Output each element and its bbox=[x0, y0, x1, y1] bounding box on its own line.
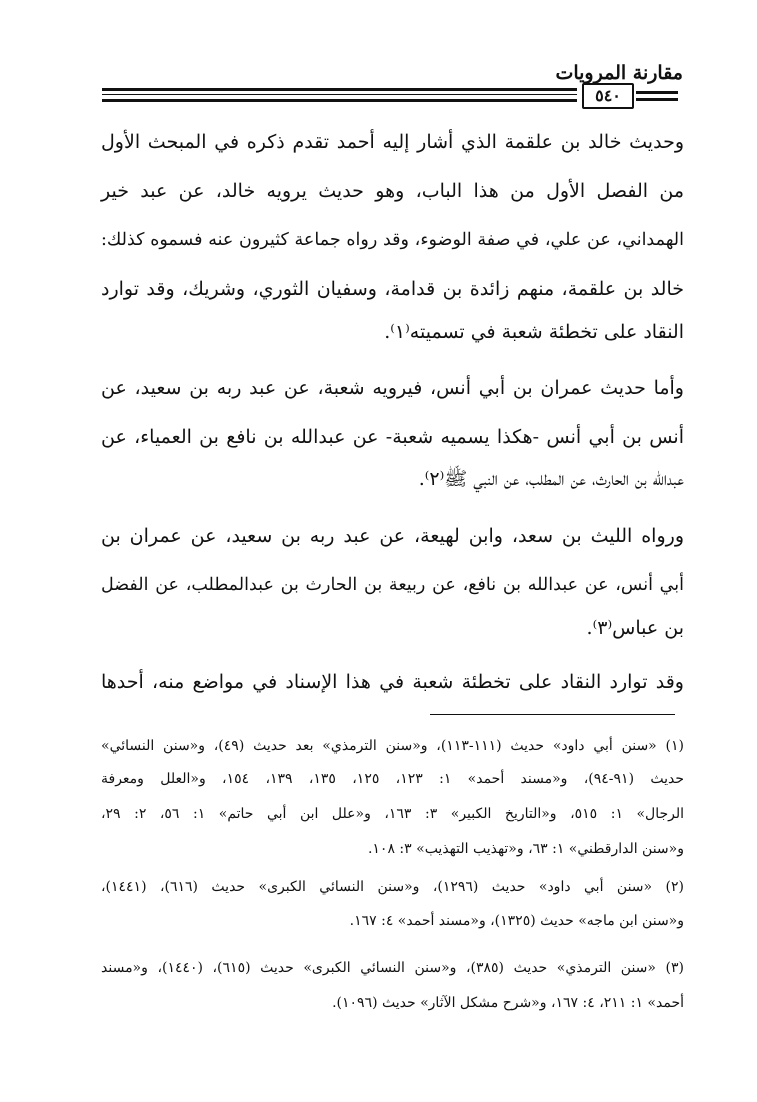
header-rule bbox=[102, 88, 577, 91]
body-line: أبي أنس، عن عبدالله بن نافع، عن ربيعة بن الحارث بن عبدالمطلب، عن الفضل bbox=[101, 575, 684, 595]
body-line: أنس بن أبي أنس -هكذا يسميه شعبة- عن عبدالله بن نافع بن العمياء، عن bbox=[101, 426, 684, 448]
header-rule bbox=[102, 94, 577, 95]
body-line: ورواه الليث بن سعد، وابن لهيعة، عن عبد ربه بن سعيد، عن عمران بن bbox=[101, 525, 684, 547]
running-header-title: مقارنة المرويات bbox=[555, 62, 683, 84]
header-rule bbox=[636, 98, 678, 101]
page-number: ٥٤٠ bbox=[582, 83, 634, 109]
footnote-line: (١) «سنن أبي داود» حديث (١١١-١١٣)، و«سنن الترمذي» بعد حديث (٤٩)، و«سنن النسائي» bbox=[101, 738, 685, 754]
body-line: الهمداني، عن علي، في صفة الوضوء، وقد رواه جماعة كثيرون عنه فسموه كذلك: bbox=[101, 230, 684, 250]
footnote-line: حديث (٩١-٩٤)، و«مسند أحمد» ١: ١٢٣، ١٢٥، ١٣٥، ١٣٩، ١٥٤، و«العلل ومعرفة bbox=[101, 771, 685, 787]
body-line: بن عباس⁽٣⁾. bbox=[586, 617, 684, 639]
body-line: من الفصل الأول من هذا الباب، وهو حديث يرويه خالد، عن عبد خير bbox=[101, 180, 684, 202]
body-line: وقد توارد النقاد على تخطئة شعبة في هذا الإسناد في مواضع منه، أحدها bbox=[101, 671, 684, 693]
header-rule bbox=[636, 91, 678, 94]
body-line: عبدالله بن الحارث، عن المطلب، عن النبي ﷺ⁽٢⁾. bbox=[418, 468, 684, 490]
body-line: وأما حديث عمران بن أبي أنس، فيرويه شعبة، عن عبد ربه بن سعيد، عن bbox=[101, 377, 684, 399]
footnote-line: و«سنن الدارقطني» ١: ٦٣، و«تهذيب التهذيب» ٣: ١٠٨. bbox=[367, 841, 684, 857]
footnote-line: (٣) «سنن الترمذي» حديث (٣٨٥)، و«سنن النسائي الكبرى» حديث (٦١٥)، (١٤٤٠)، و«مسند bbox=[101, 960, 685, 976]
footnote-line: الرجال» ١: ٥١٥، و«التاريخ الكبير» ٣: ١٦٣، و«علل ابن أبي حاتم» ١: ٥٦، ٢: ٢٩، bbox=[101, 806, 685, 822]
footnote-separator bbox=[430, 714, 675, 715]
header-rule bbox=[102, 99, 577, 102]
footnote-line: و«سنن ابن ماجه» حديث (١٣٢٥)، و«مسند أحمد» ٤: ١٦٧. bbox=[349, 913, 684, 929]
footnote-line: أحمد» ١: ٢١١، ٤: ١٦٧، و«شرح مشكل الآثار» حديث (١٠٩٦). bbox=[332, 995, 684, 1011]
body-line: خالد بن علقمة، منهم زائدة بن قدامة، وسفيان الثوري، وشريك، وقد توارد bbox=[101, 278, 684, 300]
body-line: وحديث خالد بن علقمة الذي أشار إليه أحمد تقدم ذكره في المبحث الأول bbox=[101, 131, 684, 153]
footnote-line: (٢) «سنن أبي داود» حديث (١٢٩٦)، و«سنن النسائي الكبرى» حديث (٦١٦)، (١٤٤١)، bbox=[101, 879, 684, 895]
body-line: النقاد على تخطئة شعبة في تسميته⁽١⁾. bbox=[384, 321, 684, 343]
